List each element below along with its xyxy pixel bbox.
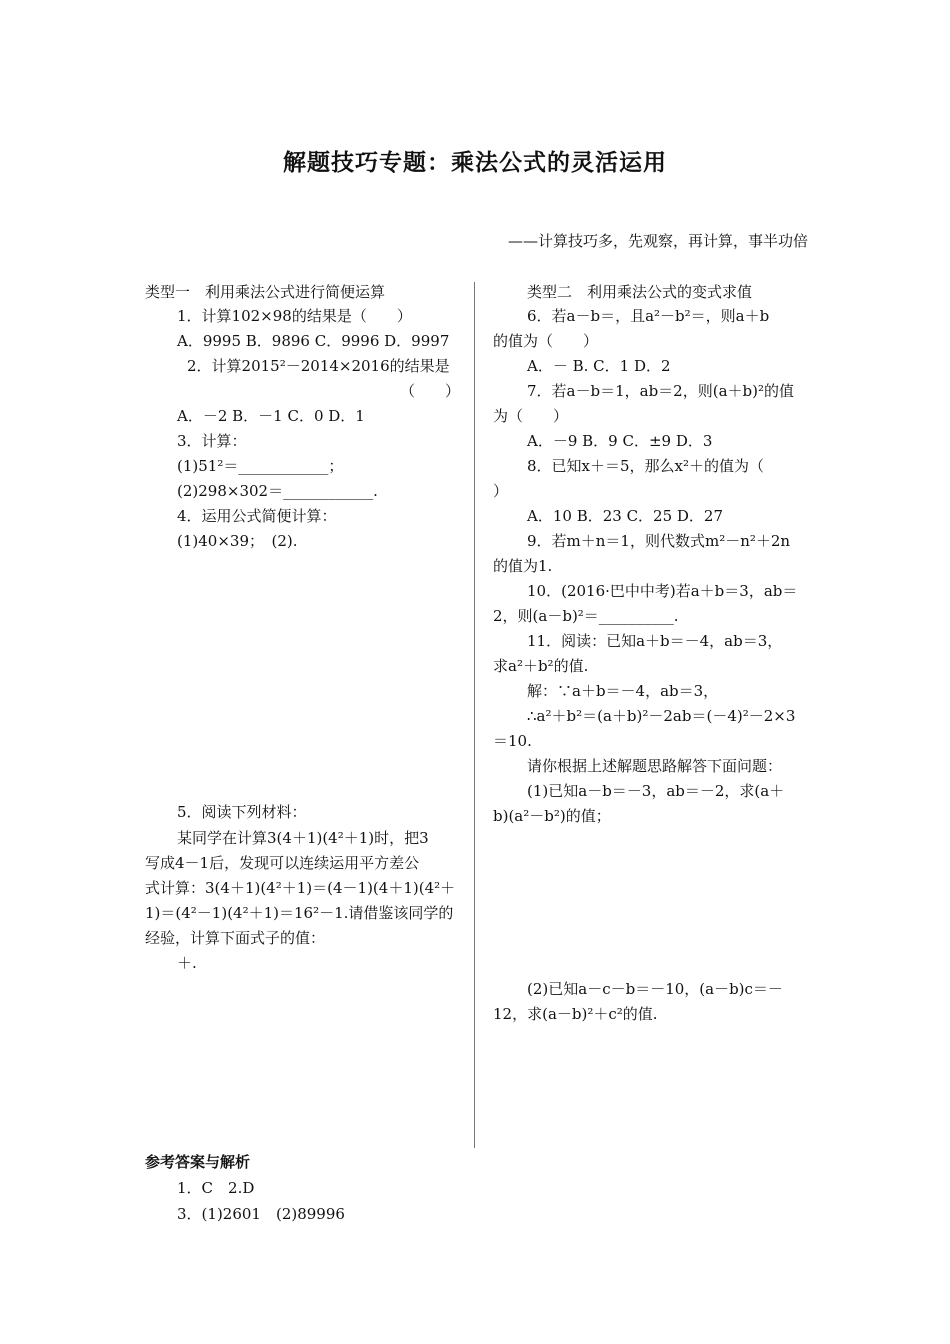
column-divider: [474, 282, 475, 1148]
question-7-options: A．－9 B．9 C．±9 D．3: [527, 432, 713, 450]
question-1-options: A．9995 B．9896 C．9996 D．9997: [177, 332, 450, 350]
question-4-parts: (1)40×39； (2).: [177, 532, 298, 550]
question-11-part-1: (1)已知a－b＝－3，ab＝－2，求(a＋: [527, 782, 785, 800]
section-heading-type-1: 类型一 利用乘法公式进行简便运算: [145, 283, 386, 301]
page-title: 解题技巧专题：乘法公式的灵活运用: [283, 150, 667, 176]
question-11-part-2-cont: 12，求(a－b)²＋c²的值.: [493, 1005, 658, 1023]
question-6: 6．若a－b＝，且a²－b²＝，则a＋b: [527, 307, 770, 325]
subtitle: ——计算技巧多，先观察，再计算，事半功倍: [507, 232, 808, 250]
question-2: 2．计算2015²－2014×2016的结果是: [187, 357, 450, 375]
answers-heading: 参考答案与解析: [145, 1153, 251, 1171]
question-9: 9．若m＋n＝1，则代数式m²－n²＋2n: [527, 532, 791, 550]
question-11-cont: 求a²＋b²的值.: [493, 657, 589, 675]
question-11-solution: ＝10.: [493, 732, 532, 750]
question-1: 1．计算102×98的结果是（ ）: [177, 307, 412, 325]
question-2-blank: （ ）: [400, 382, 461, 400]
question-5-text: 某同学在计算3(4＋1)(4²＋1)时，把3: [177, 829, 429, 847]
question-10-cont: 2，则(a－b)²＝__________.: [493, 607, 679, 625]
question-5-text: 1)＝(4²－1)(4²＋1)＝16²－1.请借鉴该同学的: [145, 904, 454, 922]
question-10: 10．(2016·巴中中考)若a＋b＝3，ab＝: [527, 582, 798, 600]
question-5-text: 式计算：3(4＋1)(4²＋1)＝(4－1)(4＋1)(4²＋: [145, 879, 456, 897]
question-4: 4．运用公式简便计算：: [177, 507, 337, 525]
question-6-cont: 的值为（ ）: [493, 332, 599, 350]
question-5-expression: ＋.: [177, 954, 197, 972]
question-8: 8．已知x＋＝5，那么x²＋的值为（: [527, 457, 765, 475]
question-11-part-2: (2)已知a－c－b＝－10，(a－b)c＝－: [527, 980, 783, 998]
question-11-part-1-cont: b)(a²－b²)的值；: [493, 807, 611, 825]
question-7-cont: 为（ ）: [493, 407, 569, 425]
question-8-options: A．10 B．23 C．25 D．27: [527, 507, 724, 525]
question-6-options: A．－ B. C．1 D．2: [527, 357, 671, 375]
question-9-cont: 的值为1.: [493, 557, 553, 575]
question-2-options: A．－2 B．－1 C．0 D．1: [177, 407, 365, 425]
question-3-part-2: (2)298×302＝____________.: [177, 482, 378, 500]
question-11-solution: 解：∵a＋b＝－4，ab＝3，: [527, 682, 719, 700]
question-8-cont: ）: [493, 482, 509, 500]
question-3: 3．计算：: [177, 432, 247, 450]
question-7: 7．若a－b＝1，ab＝2，则(a＋b)²的值: [527, 382, 794, 400]
section-heading-type-2: 类型二 利用乘法公式的变式求值: [527, 283, 753, 301]
question-11: 11．阅读：已知a＋b＝－4，ab＝3，: [527, 632, 783, 650]
question-5-text: 经验，计算下面式子的值：: [145, 929, 326, 947]
question-5: 5．阅读下列材料：: [177, 803, 307, 821]
answer-line: 3．(1)2601 (2)89996: [177, 1205, 345, 1223]
question-11-instruction: 请你根据上述解题思路解答下面问题：: [527, 757, 783, 775]
question-11-solution: ∴a²＋b²＝(a＋b)²－2ab＝(－4)²－2×3: [527, 707, 796, 725]
answer-line: 1．C 2.D: [177, 1179, 255, 1197]
question-3-part-1: (1)51²＝____________；: [177, 457, 344, 475]
question-5-text: 写成4－1后，发现可以连续运用平方差公: [145, 854, 420, 872]
